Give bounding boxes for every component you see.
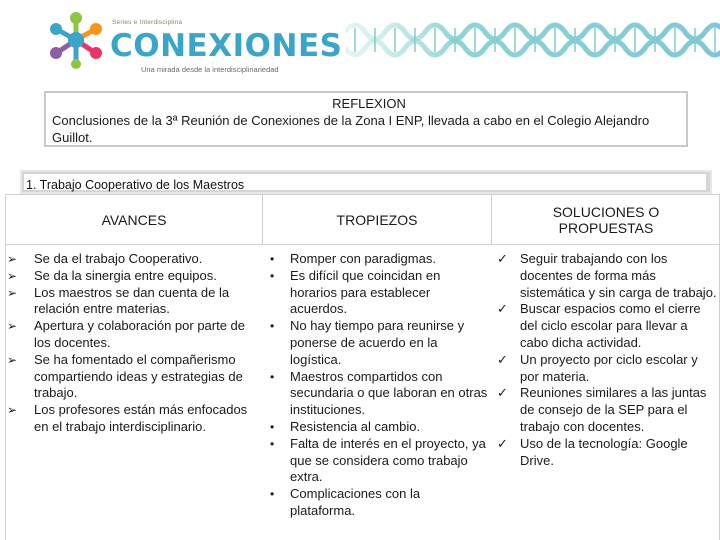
list-item: • No hay tiempo para reunirse y ponerse de acuerdo en la logística.	[270, 318, 465, 367]
tropiezos-list	[266, 251, 488, 520]
tropiezos-column	[266, 251, 488, 520]
list-item: ✓ Uso de la tecnología: Google Drive.	[497, 435, 688, 468]
list-item: ✓ Un proyecto por ciclo escolar y por materia.	[497, 351, 698, 384]
reflexion-box	[44, 91, 688, 147]
checkmark-icon: ✓	[497, 251, 508, 266]
checkmark-icon: ✓	[497, 385, 508, 401]
bullet-icon: •	[270, 436, 275, 451]
list-item: ➢ Se da la sinergia entre equipos.	[7, 267, 217, 283]
network-logo-icon	[46, 10, 106, 70]
checkmark-icon: ✓	[497, 301, 508, 317]
list-item: ➢ Los profesores están más enfocados en el trabajo interdisciplinario.	[7, 402, 248, 434]
reflexion-body: Conclusiones de la 3ª Reunión de Conexiones de la Zona I ENP, llevada a cabo en el Colegio Alejandro Guillot.	[52, 113, 650, 145]
header-avances: AVANCES	[101, 211, 167, 228]
list-item: • Complicaciones con la plataforma.	[270, 486, 421, 518]
avances-list	[7, 251, 253, 436]
list-item: • Maestros compartidos con secundaria o que laboran en otras instituciones.	[270, 368, 488, 418]
decorative-chain-band	[345, 10, 720, 70]
logo-wordmark: CONEXIONES	[110, 28, 343, 64]
header-tropiezos: TROPIEZOS	[336, 211, 418, 228]
list-item: ✓ Buscar espacios como el cierre del ciclo escolar para llevar a cabo dicha actividad.	[497, 301, 701, 350]
arrow-bullet-icon: ➢	[7, 352, 18, 367]
list-item: • Falta de interés en el proyecto, ya que se considera como trabajo extra.	[270, 435, 486, 485]
arrow-bullet-icon: ➢	[7, 268, 18, 283]
bullet-icon: •	[270, 252, 275, 266]
avances-column	[7, 251, 253, 436]
checkmark-icon: ✓	[497, 351, 508, 367]
checkmark-icon: ✓	[497, 435, 508, 451]
summary-table	[5, 194, 720, 540]
logo-tagline: Una mirada desde la interdisciplinariedad	[141, 65, 279, 74]
soluciones-list	[496, 251, 718, 469]
arrow-bullet-icon: ➢	[7, 403, 18, 418]
reflexion-title: REFLEXION	[332, 96, 406, 111]
arrow-bullet-icon: ➢	[7, 319, 18, 334]
list-item: ➢ Se da el trabajo Cooperativo.	[7, 251, 203, 266]
bullet-icon: •	[270, 419, 275, 434]
conexiones-logo	[46, 10, 343, 76]
list-item: ➢ Los maestros se dan cuenta de la relación entre materias.	[7, 284, 230, 317]
list-item: • Resistencia al cambio.	[270, 418, 421, 434]
arrow-bullet-icon: ➢	[7, 285, 18, 300]
header-divider	[6, 244, 719, 245]
logo-small-text: Series e Interdisciplina	[112, 19, 183, 26]
bullet-icon: •	[270, 268, 275, 283]
list-item: • Romper con paradigmas.	[270, 251, 436, 266]
list-item: • Es difícil que coincidan en horarios para establecer acuerdos.	[270, 267, 441, 317]
section-bar	[20, 170, 712, 194]
bullet-icon: •	[270, 319, 275, 334]
arrow-bullet-icon: ➢	[7, 252, 18, 266]
bullet-icon: •	[270, 487, 275, 502]
list-item: ➢ Apertura y colaboración por parte de los docentes.	[7, 318, 246, 350]
header-soluciones: SOLUCIONES O PROPUESTAS	[552, 203, 660, 236]
soluciones-column	[496, 251, 718, 469]
bullet-icon: •	[270, 369, 275, 384]
list-item: ✓ Reuniones similares a las juntas de consejo de la SEP para el trabajo con docentes.	[497, 385, 707, 434]
section-title: 1. Trabajo Cooperativo de los Maestros	[26, 178, 245, 192]
column-divider	[491, 195, 492, 244]
list-item: ➢ Se ha fomentado el compañerismo compartiendo ideas y estrategias de trabajo.	[7, 351, 243, 401]
list-item: ✓ Seguir trabajando con los docentes de forma más sistemática y sin carga de trabajo.	[497, 251, 717, 300]
